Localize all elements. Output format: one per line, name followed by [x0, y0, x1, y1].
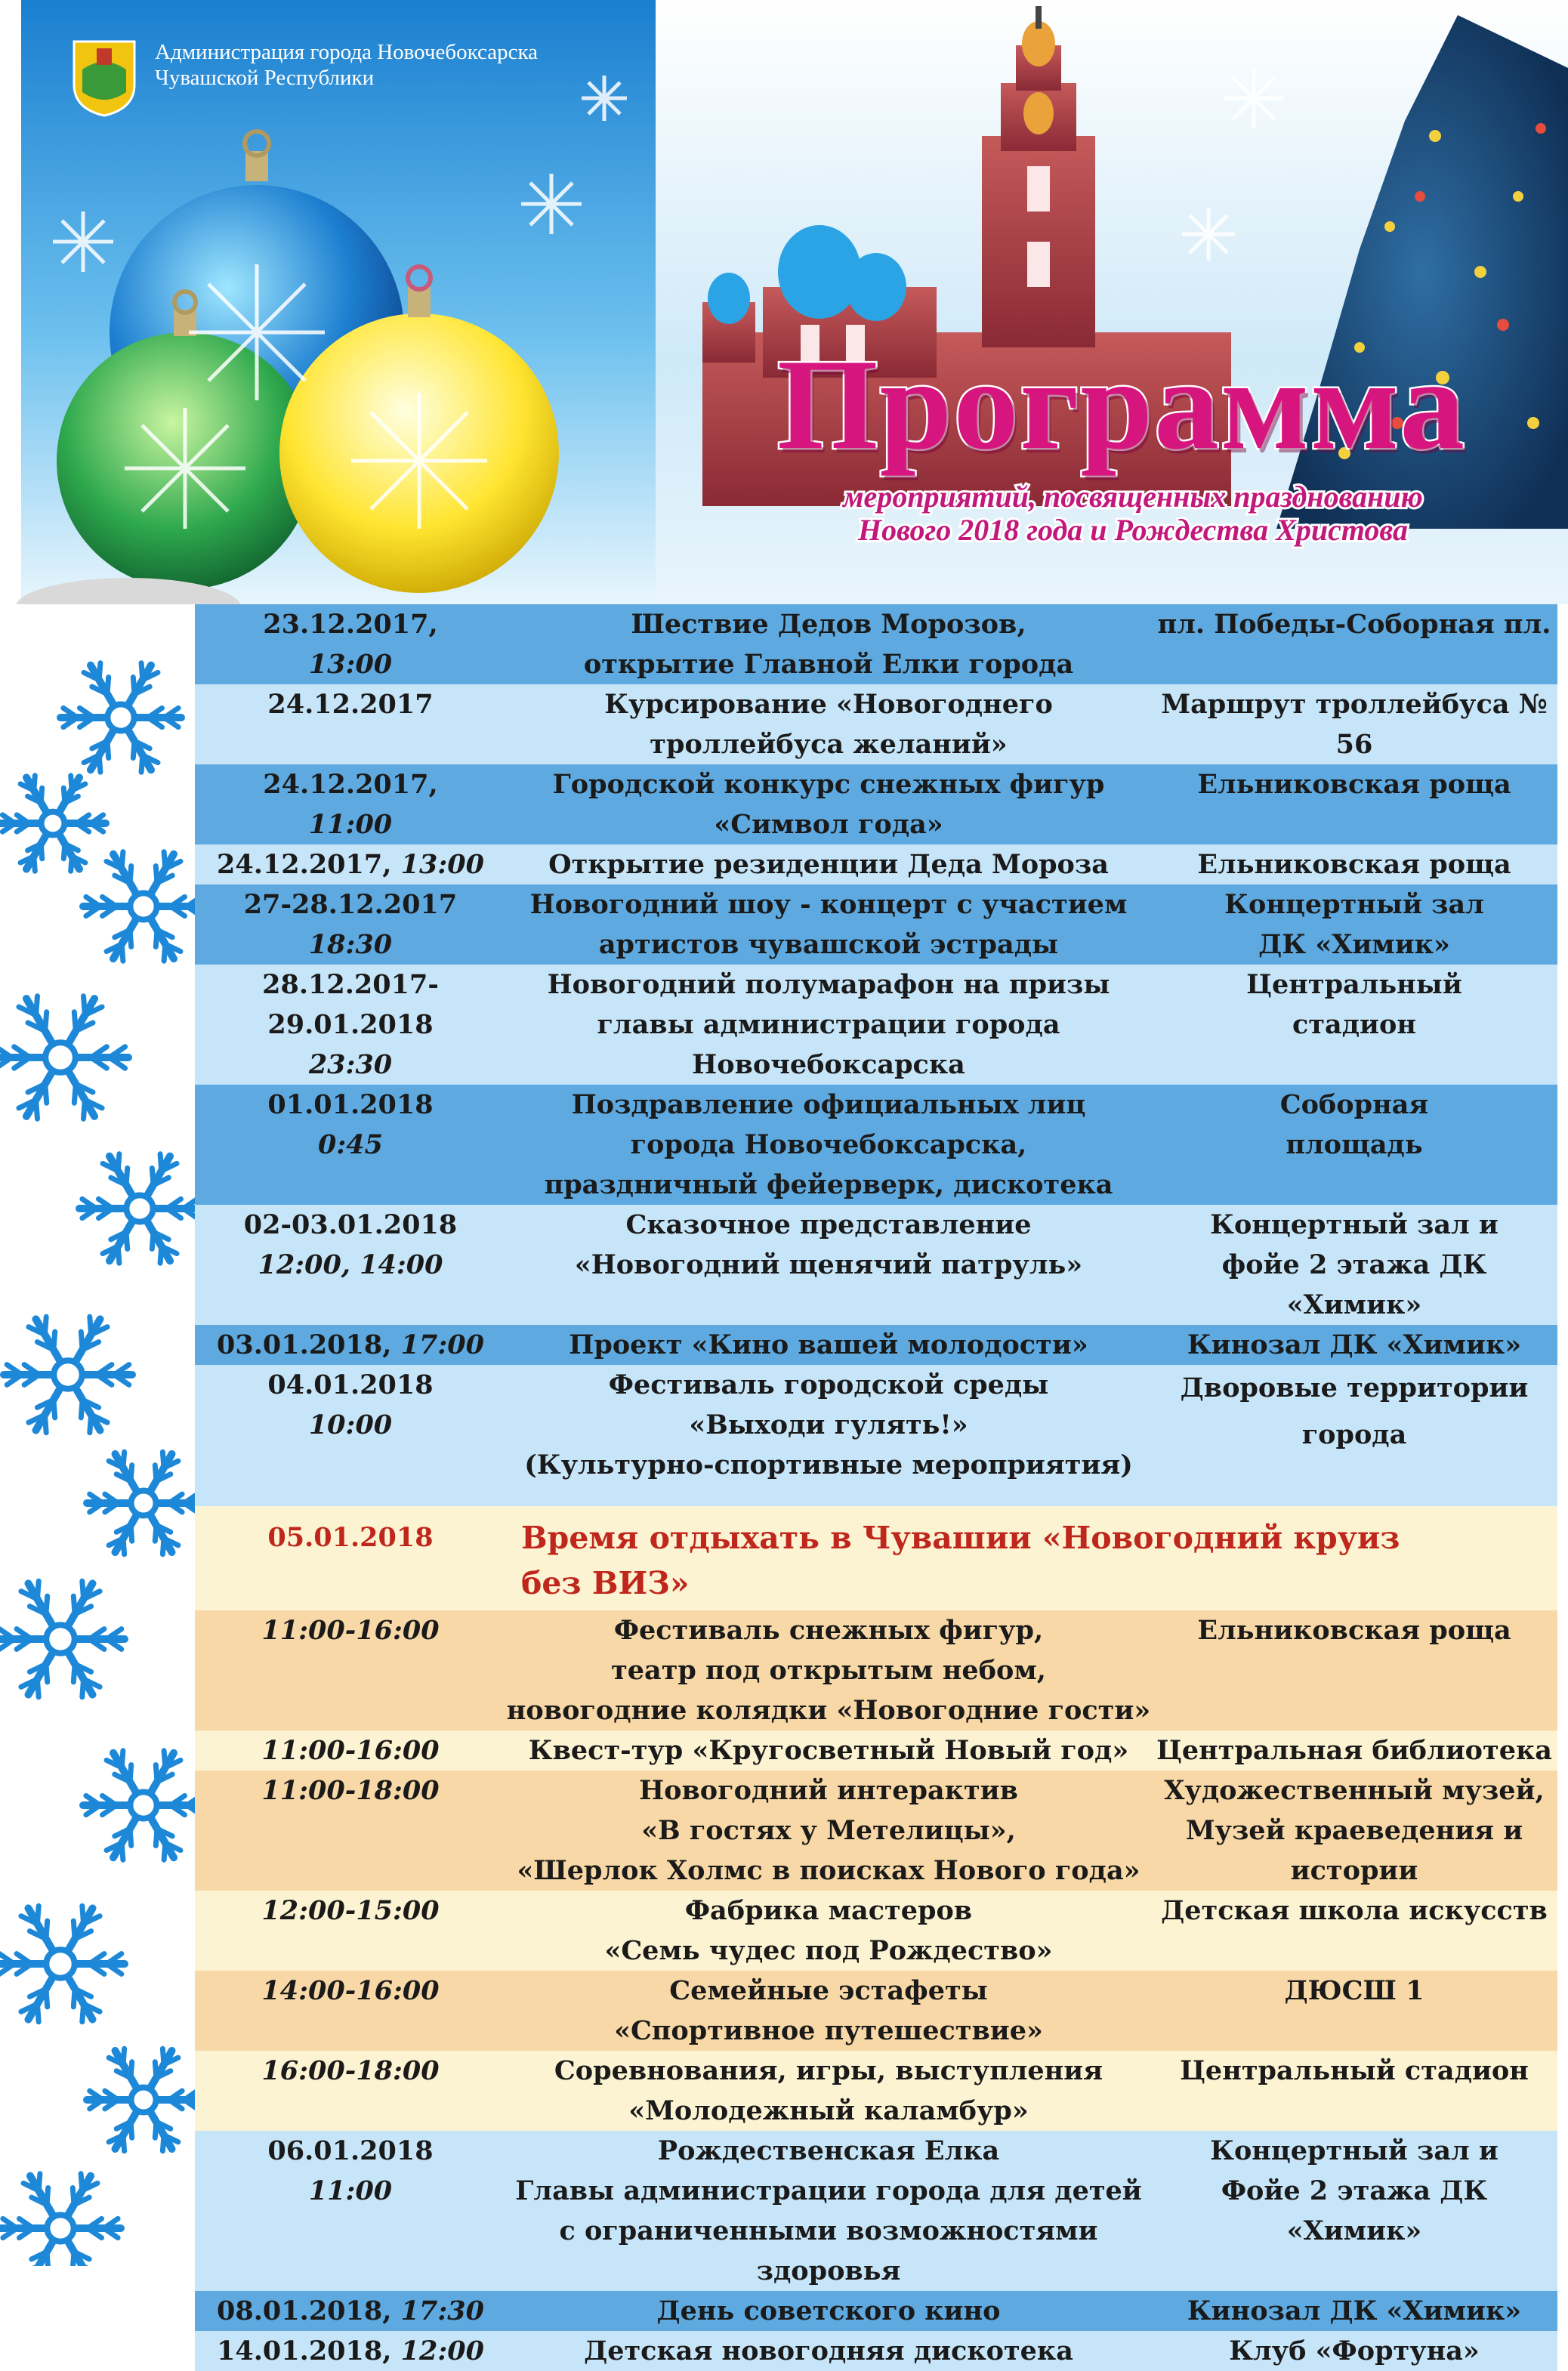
event-title: «Шерлок Холмс в поисках Нового года»: [506, 1851, 1151, 1891]
event-place: Дворовые территории: [1151, 1365, 1557, 1412]
event-date: 23.12.2017,: [195, 604, 506, 644]
event-place: Концертный зал и: [1151, 1205, 1557, 1245]
event-date: 08.01.2018,: [217, 2295, 391, 2326]
event-time: 17:30: [401, 2295, 484, 2326]
subtitle-line1: мероприятий, посвященных празднованию: [755, 480, 1511, 514]
table-row: [195, 1205, 1557, 1325]
table-row: [195, 764, 1557, 844]
special-day-title: Время отдыхать в Чувашии «Новогодний круиз без ВИЗ»: [506, 1515, 1462, 1606]
snowflake-icon: [0, 776, 106, 871]
table-row: [195, 2131, 1557, 2291]
snowflake-decoration: [0, 589, 196, 2266]
administration-name-line1: Администрация города Новочебоксарска: [155, 39, 538, 65]
event-title: Проект «Кино вашей молодости»: [506, 1325, 1151, 1365]
event-title: Новогодний интерактив: [506, 1771, 1151, 1811]
event-title: троллейбуса желаний»: [506, 724, 1151, 764]
event-place: Маршрут троллейбуса № 56: [1151, 684, 1557, 764]
event-title: Открытие резиденции Деда Мороза: [506, 844, 1151, 884]
event-time: 11:00: [195, 804, 506, 844]
event-title: Рождественская Елка: [506, 2131, 1151, 2171]
event-title: «Выходи гулять!»: [506, 1405, 1151, 1445]
event-date: 02-03.01.2018: [195, 1205, 506, 1245]
event-time: 12:00: [401, 2335, 484, 2366]
snowflake-icon: [0, 1906, 125, 2021]
event-place: Кинозал ДК «Химик»: [1151, 2291, 1557, 2331]
page-title: Программа: [744, 340, 1499, 470]
event-date: 28.12.2017-29.01.2018: [195, 965, 506, 1045]
event-title: Фестиваль городской среды: [506, 1365, 1151, 1405]
event-title: Шествие Дедов Морозов,: [506, 604, 1151, 644]
event-title: «Спортивное путешествие»: [506, 2011, 1151, 2051]
event-place: площадь: [1151, 1125, 1557, 1165]
event-place: Ельниковская роща: [1151, 764, 1557, 804]
event-place: Художественный музей,: [1151, 1771, 1557, 1811]
event-place: Центральный: [1151, 965, 1557, 1005]
event-title: Новогодний шоу - концерт с участием: [506, 884, 1151, 925]
event-place: Кинозал ДК «Химик»: [1151, 1325, 1557, 1365]
event-time: 12:00-15:00: [195, 1891, 506, 1931]
event-title: открытие Главной Елки города: [506, 644, 1151, 684]
event-place: Детская школа искусств: [1151, 1891, 1557, 1931]
table-row: [195, 1891, 1557, 1971]
event-date: 27-28.12.2017: [195, 884, 506, 925]
event-title: Фестиваль снежных фигур,: [506, 1610, 1151, 1650]
city-coat-of-arms-icon: [72, 39, 137, 118]
event-place: Клуб «Фортуна»: [1151, 2331, 1557, 2371]
snowflake-icon: [87, 2048, 196, 2150]
event-title: Детская новогодняя дискотека: [506, 2331, 1151, 2371]
table-row: [195, 1971, 1557, 2051]
event-place: ДК «Химик»: [1151, 925, 1557, 965]
table-row: [195, 1730, 1557, 1771]
snowflake-icon: [0, 996, 128, 1119]
event-title: города Новочебоксарска,: [506, 1125, 1151, 1165]
event-time: 11:00-16:00: [195, 1730, 506, 1771]
table-row: [195, 2051, 1557, 2131]
event-title: «Семь чудес под Рождество»: [506, 1931, 1151, 1971]
event-title: Новогодний полумарафон на призы: [506, 965, 1151, 1005]
event-title: (Культурно-спортивные мероприятия): [506, 1445, 1151, 1485]
event-time: 18:30: [195, 925, 506, 965]
table-row: [195, 1771, 1557, 1891]
event-time: 13:00: [195, 644, 506, 684]
event-place: Ельниковская роща: [1151, 844, 1557, 884]
table-row: [195, 1365, 1557, 1485]
event-time: 0:45: [195, 1125, 506, 1165]
event-title: с ограниченными возможностями здоровья: [506, 2211, 1151, 2291]
event-title: новогодние колядки «Новогодние гости»: [506, 1690, 1151, 1730]
snowflake-icon: [60, 663, 181, 772]
event-date: 14.01.2018,: [217, 2335, 391, 2366]
event-time: 23:30: [195, 1045, 506, 1085]
header-banner: [0, 0, 1568, 604]
event-place: Центральная библиотека: [1151, 1730, 1557, 1771]
table-row: [195, 965, 1557, 1085]
table-row: [195, 2291, 1557, 2331]
event-time: 11:00: [195, 2171, 506, 2211]
table-row: [195, 1085, 1557, 1205]
event-time: 17:00: [401, 1329, 484, 1360]
event-title: «В гостях у Метелицы»,: [506, 1811, 1151, 1851]
program-table: [195, 604, 1557, 2371]
event-title: Квест-тур «Кругосветный Новый год»: [506, 1730, 1151, 1771]
table-row: [195, 2331, 1557, 2371]
table-row: [195, 684, 1557, 764]
event-title: артистов чувашской эстрады: [506, 925, 1151, 965]
event-title: «Новогодний щенячий патруль»: [506, 1245, 1151, 1285]
event-date: 24.12.2017,: [195, 764, 506, 804]
event-place: пл. Победы-Соборная пл.: [1151, 604, 1557, 644]
event-place: истории: [1151, 1851, 1557, 1891]
event-place: Концертный зал: [1151, 884, 1557, 925]
event-date: 03.01.2018,: [217, 1329, 391, 1360]
special-day-date: 05.01.2018: [195, 1515, 506, 1606]
event-title: Главы администрации города для детей: [506, 2171, 1151, 2211]
event-time: 12:00, 14:00: [195, 1245, 506, 1285]
event-place: фойе 2 этажа ДК «Химик»: [1151, 1245, 1557, 1325]
event-title: театр под открытым небом,: [506, 1650, 1151, 1690]
row-spacer: [195, 1485, 1557, 1506]
event-time: 10:00: [195, 1405, 506, 1445]
event-place: Музей краеведения и: [1151, 1811, 1557, 1851]
snowflake-icon: [4, 1317, 132, 1432]
event-title: Городской конкурс снежных фигур: [506, 764, 1151, 804]
special-day-header: [195, 1506, 1557, 1610]
event-place: ДЮСШ 1: [1151, 1971, 1557, 2011]
table-row: [195, 884, 1557, 965]
event-date: 01.01.2018: [195, 1085, 506, 1125]
event-time: 11:00-18:00: [195, 1771, 506, 1811]
table-row: [195, 604, 1557, 684]
table-row: [195, 1610, 1557, 1730]
event-title: Соревнования, игры, выступления: [506, 2051, 1151, 2091]
event-place: Соборная: [1151, 1085, 1557, 1125]
event-title: главы администрации города Новочебоксарска: [506, 1005, 1151, 1085]
administration-block: [72, 39, 538, 118]
event-title: Семейные эстафеты: [506, 1971, 1151, 2011]
event-place: города: [1151, 1412, 1557, 1459]
event-place: Центральный стадион: [1151, 2051, 1557, 2091]
table-row: [195, 1325, 1557, 1365]
event-date: 06.01.2018: [195, 2131, 506, 2171]
table-row: [195, 844, 1557, 884]
event-time: 14:00-16:00: [195, 1971, 506, 2011]
event-title: Фабрика мастеров: [506, 1891, 1151, 1931]
snowflake-icon: [83, 852, 196, 961]
administration-name-line2: Чувашской Республики: [155, 65, 538, 91]
subtitle-line2: Нового 2018 года и Рождества Христова: [755, 514, 1511, 547]
event-title: День советского кино: [506, 2291, 1151, 2331]
event-title: «Символ года»: [506, 804, 1151, 844]
event-time: 13:00: [401, 849, 484, 880]
event-date: 24.12.2017: [195, 684, 506, 724]
event-title: Поздравление официальных лиц: [506, 1085, 1151, 1125]
event-place: стадион: [1151, 1005, 1557, 1045]
event-date: 24.12.2017,: [217, 849, 391, 880]
event-place: Концертный зал и: [1151, 2131, 1557, 2171]
event-date: 04.01.2018: [195, 1365, 506, 1405]
snowflake-icon: [0, 1581, 125, 1696]
event-title: Курсирование «Новогоднего: [506, 684, 1151, 724]
event-place: Ельниковская роща: [1151, 1610, 1557, 1650]
event-title: Сказочное представление: [506, 1205, 1151, 1245]
event-place: Фойе 2 этажа ДК «Химик»: [1151, 2171, 1557, 2251]
snowflake-icon: [87, 1452, 196, 1554]
snowflake-icon: [79, 1154, 196, 1263]
snowflake-icon: [0, 2174, 121, 2266]
event-title: «Молодежный каламбур»: [506, 2091, 1151, 2131]
event-time: 11:00-16:00: [195, 1610, 506, 1650]
snowflake-icon: [83, 1751, 196, 1860]
event-title: праздничный фейерверк, дискотека: [506, 1165, 1151, 1205]
event-time: 16:00-18:00: [195, 2051, 506, 2091]
